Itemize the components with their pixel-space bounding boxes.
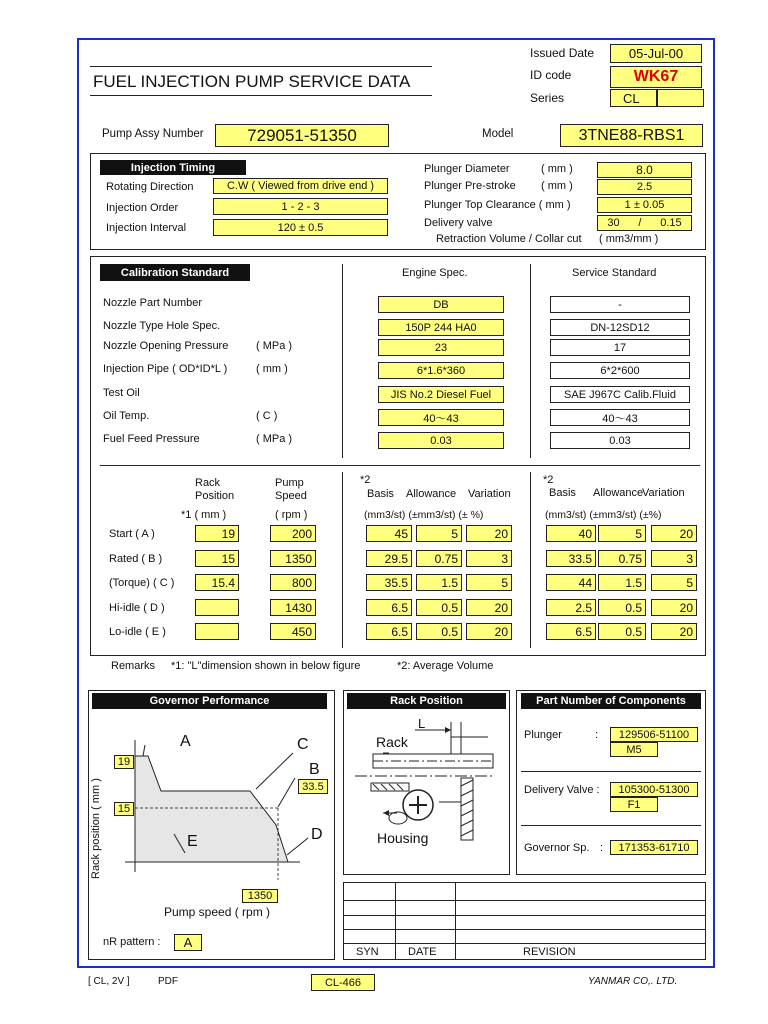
- delivery-valve-collar: 0.15: [660, 217, 682, 229]
- rack-position-title: Rack Position: [347, 693, 506, 709]
- retraction-volume-unit: ( mm3/mm ): [599, 233, 659, 245]
- footer-series: [ CL, 2V ]: [88, 976, 130, 987]
- test-s-var-cell: 3: [651, 550, 697, 567]
- rack-33-5-field: 33.5: [298, 779, 328, 794]
- id-code-field: WK67: [610, 66, 702, 88]
- remarks-note-1: *1: "L"dimension shown in below figure: [171, 660, 361, 672]
- series-label: Series: [530, 91, 565, 105]
- calibration-row-unit: ( MPa ): [256, 433, 293, 445]
- plunger-diameter-label: Plunger Diameter: [424, 163, 510, 175]
- speed-header-2: Speed: [275, 490, 307, 502]
- calibration-row-label: Test Oil: [103, 387, 140, 399]
- service-standard-value: SAE J967C Calib.Fluid: [550, 386, 690, 403]
- point-b-label: B: [309, 761, 320, 778]
- service-average-mark: *2: [543, 474, 554, 486]
- revision-revision-header: REVISION: [523, 946, 576, 958]
- engine-spec-value: 23: [378, 339, 504, 356]
- test-s-allow-cell: 0.5: [598, 599, 646, 616]
- test-e-basis-cell: 6.5: [366, 623, 412, 640]
- calibration-row-label: Nozzle Part Number: [103, 297, 203, 309]
- test-s-var-cell: 20: [651, 599, 697, 616]
- governor-curve-area: [135, 756, 288, 862]
- components-title: Part Number of Components: [521, 693, 701, 709]
- footer-doc-code: CL-466: [311, 974, 375, 991]
- test-speed-cell: 1430: [270, 599, 316, 616]
- engine-spec-value: 40～43: [378, 409, 504, 426]
- calibration-row-unit: ( C ): [256, 410, 278, 422]
- test-e-allow-cell: 0.5: [416, 599, 462, 616]
- delivery-valve-label: Delivery valve: [424, 217, 493, 229]
- test-s-var-cell: 20: [651, 525, 697, 542]
- engine-average-mark: *2: [360, 474, 371, 486]
- delivery-valve-volume: 30: [607, 217, 620, 229]
- service-variation-header: Variation: [642, 487, 685, 499]
- plunger-top-clearance-label: Plunger Top Clearance ( mm ): [424, 199, 571, 211]
- plunger-colon: :: [595, 729, 599, 741]
- injection-interval-field: 120 ± 0.5: [213, 219, 388, 236]
- calibration-row-label: Oil Temp.: [103, 410, 150, 422]
- injection-interval-label: Injection Interval: [106, 222, 187, 234]
- test-row-label: Rated ( B ): [109, 553, 163, 565]
- plunger-prestroke-label: Plunger Pre-stroke: [424, 180, 516, 192]
- remarks-note-2: *2: Average Volume: [397, 660, 494, 672]
- calibration-row-label: Nozzle Type Hole Spec.: [103, 320, 221, 332]
- governor-x-label: Pump speed ( rpm ): [164, 905, 271, 919]
- series-field: CL: [610, 89, 657, 107]
- test-e-allow-cell: 5: [416, 525, 462, 542]
- test-s-basis-cell: 6.5: [546, 623, 596, 640]
- governor-y-label: Rack position ( mm ): [90, 778, 102, 879]
- test-e-basis-cell: 29.5: [366, 550, 412, 567]
- plunger-part-field: 129506-51100: [610, 727, 698, 742]
- leader-a: [143, 745, 145, 756]
- governor-title: Governor Performance: [92, 693, 327, 709]
- test-s-basis-cell: 40: [546, 525, 596, 542]
- test-e-allow-cell: 1.5: [416, 574, 462, 591]
- engine-spec-value: 6*1.6*360: [378, 362, 504, 379]
- rotating-direction-field: C.W ( Viewed from drive end ): [213, 178, 388, 194]
- test-rack-cell: [195, 599, 239, 616]
- test-e-basis-cell: 6.5: [366, 599, 412, 616]
- test-speed-cell: 800: [270, 574, 316, 591]
- series-field-2: [657, 89, 704, 107]
- test-s-basis-cell: 2.5: [546, 599, 596, 616]
- test-rack-cell: [195, 623, 239, 640]
- speed-unit: ( rpm ): [275, 509, 308, 521]
- retraction-volume-label: Retraction Volume / Collar cut: [436, 233, 582, 245]
- test-e-allow-cell: 0.75: [416, 550, 462, 567]
- rack-19-field: 19: [114, 755, 134, 769]
- rack-position-diagram: [343, 690, 510, 875]
- delivery-valve-part-label: Delivery Valve :: [524, 784, 600, 796]
- plunger-prestroke-unit: ( mm ): [541, 180, 573, 192]
- point-a-label: A: [180, 733, 191, 750]
- test-speed-cell: 200: [270, 525, 316, 542]
- engine-spec-header: Engine Spec.: [402, 267, 468, 279]
- speed-header-1: Pump: [275, 477, 304, 489]
- test-speed-cell: 1350: [270, 550, 316, 567]
- leader-d: [287, 838, 308, 855]
- test-row-label: Hi-idle ( D ): [109, 602, 165, 614]
- calibration-row-unit: ( MPa ): [256, 340, 293, 352]
- test-s-basis-cell: 44: [546, 574, 596, 591]
- leader-b: [278, 778, 295, 807]
- footer-pdf: PDF: [158, 976, 178, 987]
- test-speed-cell: 450: [270, 623, 316, 640]
- housing-label: Housing: [377, 830, 429, 846]
- test-row-label: (Torque) ( C ): [109, 577, 175, 589]
- model-label: Model: [482, 128, 514, 140]
- injection-order-label: Injection Order: [106, 202, 179, 214]
- test-e-var-cell: 5: [466, 574, 512, 591]
- calibration-title: Calibration Standard: [100, 264, 250, 281]
- injection-timing-title: Injection Timing: [100, 160, 246, 175]
- leader-c: [256, 753, 293, 789]
- pump-assy-field: 729051-51350: [215, 124, 389, 147]
- test-s-basis-cell: 33.5: [546, 550, 596, 567]
- service-standard-value: 40～43: [550, 409, 690, 426]
- test-e-allow-cell: 0.5: [416, 623, 462, 640]
- service-basis-header: Basis: [549, 487, 576, 499]
- footer-company: YANMAR CO,. LTD.: [588, 976, 678, 987]
- dimension-l-label: L: [418, 716, 426, 731]
- plunger-sub-field: M5: [610, 742, 658, 757]
- issued-date-field: 05-Jul-00: [610, 44, 702, 63]
- engine-allowance-header: Allowance: [406, 488, 457, 500]
- calibration-row-label: Fuel Feed Pressure: [103, 433, 200, 445]
- page-title: FUEL INJECTION PUMP SERVICE DATA: [93, 72, 411, 91]
- rotating-direction-label: Rotating Direction: [106, 181, 194, 193]
- test-s-allow-cell: 0.75: [598, 550, 646, 567]
- service-standard-value: DN-12SD12: [550, 319, 690, 336]
- test-e-var-cell: 3: [466, 550, 512, 567]
- remarks-label: Remarks: [111, 660, 156, 672]
- service-allowance-header: Allowance: [593, 487, 644, 499]
- calibration-row-label: Nozzle Opening Pressure: [103, 340, 229, 352]
- plunger-prestroke-field: 2.5: [597, 179, 692, 195]
- rack-unit: *1 ( mm ): [181, 509, 227, 521]
- test-rack-cell: 19: [195, 525, 239, 542]
- model-field: 3TNE88-RBS1: [560, 124, 703, 147]
- point-d-label: D: [311, 826, 323, 843]
- test-e-var-cell: 20: [466, 623, 512, 640]
- engine-basis-header: Basis: [367, 488, 394, 500]
- engine-units: (mm3/st) (±mm3/st) (± %): [364, 509, 484, 521]
- service-standard-value: 17: [550, 339, 690, 356]
- point-e-label: E: [187, 833, 198, 850]
- engine-spec-value: 0.03: [378, 432, 504, 449]
- point-c-label: C: [297, 736, 309, 753]
- test-row-label: Start ( A ): [109, 528, 155, 540]
- engine-spec-value: DB: [378, 296, 504, 313]
- service-standard-value: -: [550, 296, 690, 313]
- test-s-allow-cell: 1.5: [598, 574, 646, 591]
- test-e-var-cell: 20: [466, 525, 512, 542]
- calibration-row-unit: ( mm ): [256, 363, 288, 375]
- test-s-allow-cell: 5: [598, 525, 646, 542]
- test-e-var-cell: 20: [466, 599, 512, 616]
- revision-date-header: DATE: [408, 946, 437, 958]
- engine-spec-value: JIS No.2 Diesel Fuel: [378, 386, 504, 403]
- governor-spring-colon: :: [600, 842, 604, 854]
- service-units: (mm3/st) (±mm3/st) (±%): [545, 509, 662, 521]
- test-rack-cell: 15.4: [195, 574, 239, 591]
- plunger-top-clearance-field: 1 ± 0.05: [597, 197, 692, 213]
- plunger-label: Plunger: [524, 729, 562, 741]
- revision-syn-header: SYN: [356, 946, 379, 958]
- delivery-valve-separator: /: [638, 217, 642, 229]
- plunger-diameter-field: 8.0: [597, 162, 692, 178]
- nr-pattern-field: A: [174, 934, 202, 951]
- engine-spec-value: 150P 244 HA0: [378, 319, 504, 336]
- rack-header-2: Position: [195, 490, 235, 502]
- speed-1350-field: 1350: [242, 889, 278, 903]
- nr-pattern-label: nR pattern :: [103, 936, 161, 948]
- delivery-valve-field: [597, 215, 692, 231]
- plunger-diameter-unit: ( mm ): [541, 163, 573, 175]
- test-e-basis-cell: 45: [366, 525, 412, 542]
- governor-spring-field: 171353-61710: [610, 840, 698, 855]
- governor-diagram: [88, 690, 335, 960]
- engine-variation-header: Variation: [468, 488, 511, 500]
- calibration-panel: [90, 256, 706, 656]
- rack-label: Rack: [376, 734, 408, 750]
- test-row-label: Lo-idle ( E ): [109, 626, 166, 638]
- rack-header-1: Rack: [195, 477, 221, 489]
- pump-assy-label: Pump Assy Number: [102, 128, 204, 140]
- id-code-label: ID code: [530, 68, 572, 82]
- service-standard-value: 0.03: [550, 432, 690, 449]
- service-standard-value: 6*2*600: [550, 362, 690, 379]
- test-rack-cell: 15: [195, 550, 239, 567]
- service-standard-header: Service Standard: [572, 267, 657, 279]
- test-e-basis-cell: 35.5: [366, 574, 412, 591]
- calibration-row-label: Injection Pipe ( OD*ID*L ): [103, 363, 228, 375]
- test-s-var-cell: 5: [651, 574, 697, 591]
- delivery-valve-part-field: 105300-51300: [610, 782, 698, 797]
- governor-spring-label: Governor Sp.: [524, 842, 590, 854]
- delivery-valve-sub-field: F1: [610, 797, 658, 812]
- rack-15-field: 15: [114, 802, 134, 816]
- issued-date-label: Issued Date: [530, 46, 595, 60]
- test-s-var-cell: 20: [651, 623, 697, 640]
- test-s-allow-cell: 0.5: [598, 623, 646, 640]
- injection-order-field: 1 - 2 - 3: [213, 198, 388, 215]
